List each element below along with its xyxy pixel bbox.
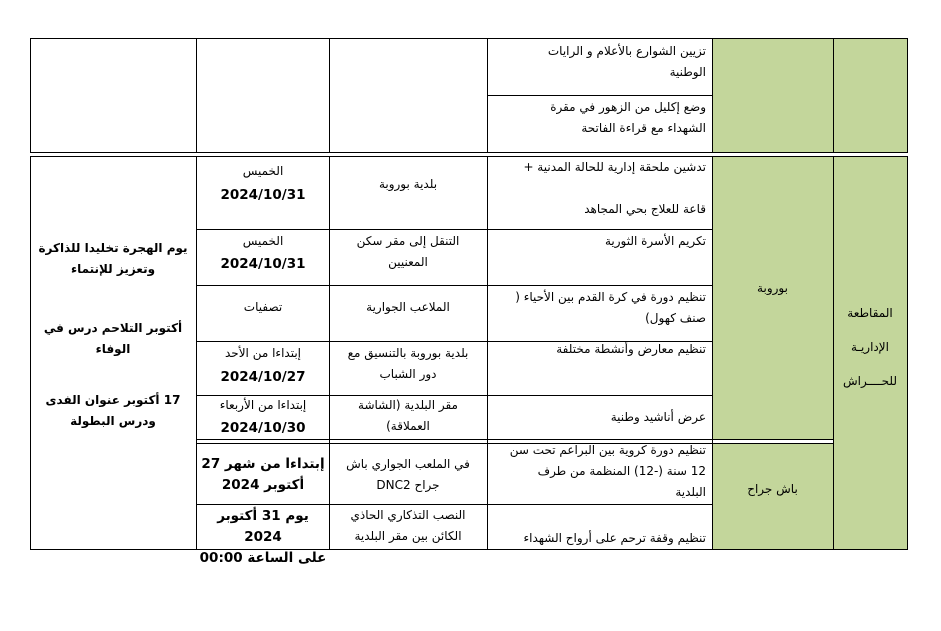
activity-row-1: تكريم الأسرة الثورية [604, 234, 706, 248]
top-activity-flags: تزيين الشوارع بالأعلام و الرايات الوطنية [547, 44, 706, 79]
date-value-row-4: 2024/10/30 [220, 420, 306, 436]
region-name: المقاطعة الإداريـة للحــــراش [842, 306, 898, 388]
activity-row-2: تنظيم دورة في كرة القدم بين الأحياء ( صنف كهول) [515, 290, 706, 325]
place-row-4: مقر البلدية (الشاشة العملاقة) [358, 398, 458, 433]
activity-row-3: تنظيم معارض وأنشطة مختلفة [556, 342, 706, 356]
date-label-row-1: الخميس [242, 234, 284, 248]
date-label-row-0: الخميس [242, 164, 284, 178]
theme-17-october: 17 أكتوبر عنوان الفدى ودرس البطولة [45, 393, 181, 428]
activity-row-6: تنظيم وقفة ترحم على أرواح الشهداء [523, 531, 706, 545]
place-row-2: الملاعب الجوارية [366, 300, 450, 314]
theme-solidarity: أكتوبر التلاحم درس في الوفاء [43, 321, 183, 356]
activity-row-5: تنظيم دورة كروية بين البراعم تحت سن 12 سنة (-12) المنظمة من طرف البلدية [509, 443, 706, 499]
date-label-row-3: إبتداءا من الأحد [225, 346, 301, 360]
place-row-6: النصب التذكاري الحاذي الكائن بين مقر البلدية [350, 508, 466, 543]
activity-row-4: عرض أناشيد وطنية [610, 410, 706, 424]
date-value-row-3: 2024/10/27 [220, 369, 306, 385]
commune-bourouba: بوروبة [757, 281, 788, 295]
date-label-row-6: يوم 31 أكتوبر 2024 على الساعة 00:00 [199, 508, 327, 566]
theme-hijra: يوم الهجرة تخليدا للذاكرة وتعزيز للإنتماء [38, 241, 188, 276]
place-row-1: التنقل إلى مقر سكن المعنيين [356, 234, 460, 269]
date-label-row-4: إبتداءا من الأربعاء [219, 398, 307, 412]
place-row-0: بلدية بوروبة [378, 177, 438, 191]
date-label-row-5: إبتداءا من شهر 27 أكتوبر 2024 [201, 456, 325, 493]
date-value-row-0: 2024/10/31 [220, 187, 306, 203]
place-row-5: في الملعب الجواري باش جراح DNC2 [346, 457, 470, 492]
date-value-row-1: 2024/10/31 [220, 256, 306, 272]
place-row-3: بلدية بوروبة بالتنسيق مع دور الشباب [347, 346, 469, 381]
top-activity-wreath: وضع إكليل من الزهور في مقرة الشهداء مع قراءة الفاتحة [550, 100, 706, 135]
top-commune-cell [712, 38, 833, 152]
top-region-cell [833, 38, 908, 152]
activity-row-0: تدشين ملحقة إدارية للحالة المدنية + قاعة للعلاج بحي المجاهد [523, 160, 706, 216]
date-label-row-2: تصفيات [243, 300, 283, 314]
commune-bachdjerrah: باش جراح [747, 482, 798, 496]
program-table [30, 38, 908, 566]
